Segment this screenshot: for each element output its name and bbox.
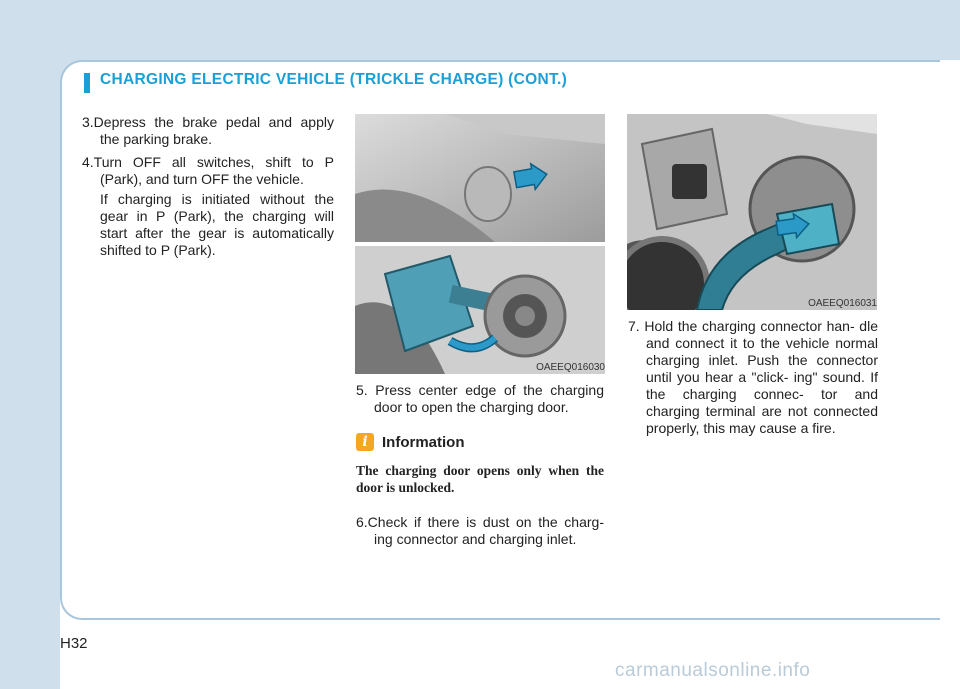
- page-background-left: [0, 0, 60, 689]
- step-4: 4.Turn OFF all switches, shift to P (Park), and turn OFF the vehicle.: [82, 154, 334, 187]
- step-3: 3.Depress the brake pedal and apply the parking brake.: [82, 114, 334, 147]
- information-text: The charging door opens only when the door is unlocked.: [356, 463, 604, 495]
- charging-door-open-image: [355, 246, 605, 374]
- info-icon: i: [356, 433, 374, 451]
- information-label: Information: [382, 433, 465, 451]
- page-background-top: [0, 0, 960, 60]
- charging-door-closed-image: [355, 114, 605, 242]
- middle-column-step6: [356, 514, 604, 554]
- right-column-step7: [628, 318, 878, 443]
- step-7: 7. Hold the charging connector han- dle and connect it to the vehicle normal charging inlet. Push the connector until you hear a "click- ing" sound. If the charging connec- tor and charging terminal are not connected properly, this may cause a fire.: [628, 318, 878, 436]
- step-4-note: If charging is initiated without the gear in P (Park), the charging will start after the gear is automatically shifted to P (Park).: [100, 191, 334, 258]
- image-caption-right: OAEEQ016031: [808, 298, 877, 309]
- watermark: carmanualsonline.info: [615, 660, 811, 681]
- plug-connector-illustration: [627, 114, 877, 310]
- step-6: 6.Check if there is dust on the charg- ing connector and charging inlet.: [356, 514, 604, 547]
- left-column: [82, 114, 334, 259]
- page-number: H32: [60, 635, 88, 652]
- image-caption-middle: OAEEQ016030: [536, 362, 605, 373]
- car-side-illustration: [355, 114, 605, 242]
- frame-top-border: [88, 60, 940, 62]
- open-door-illustration: [355, 246, 605, 374]
- information-heading: [356, 433, 465, 451]
- step-5: 5. Press center edge of the charging door to open the charging door.: [356, 382, 604, 415]
- middle-column-step5: [356, 382, 604, 422]
- title-accent-bar: [84, 73, 90, 93]
- connector-plug-image: [627, 114, 877, 310]
- section-title: CHARGING ELECTRIC VEHICLE (TRICKLE CHARGE) (CONT.): [100, 71, 568, 88]
